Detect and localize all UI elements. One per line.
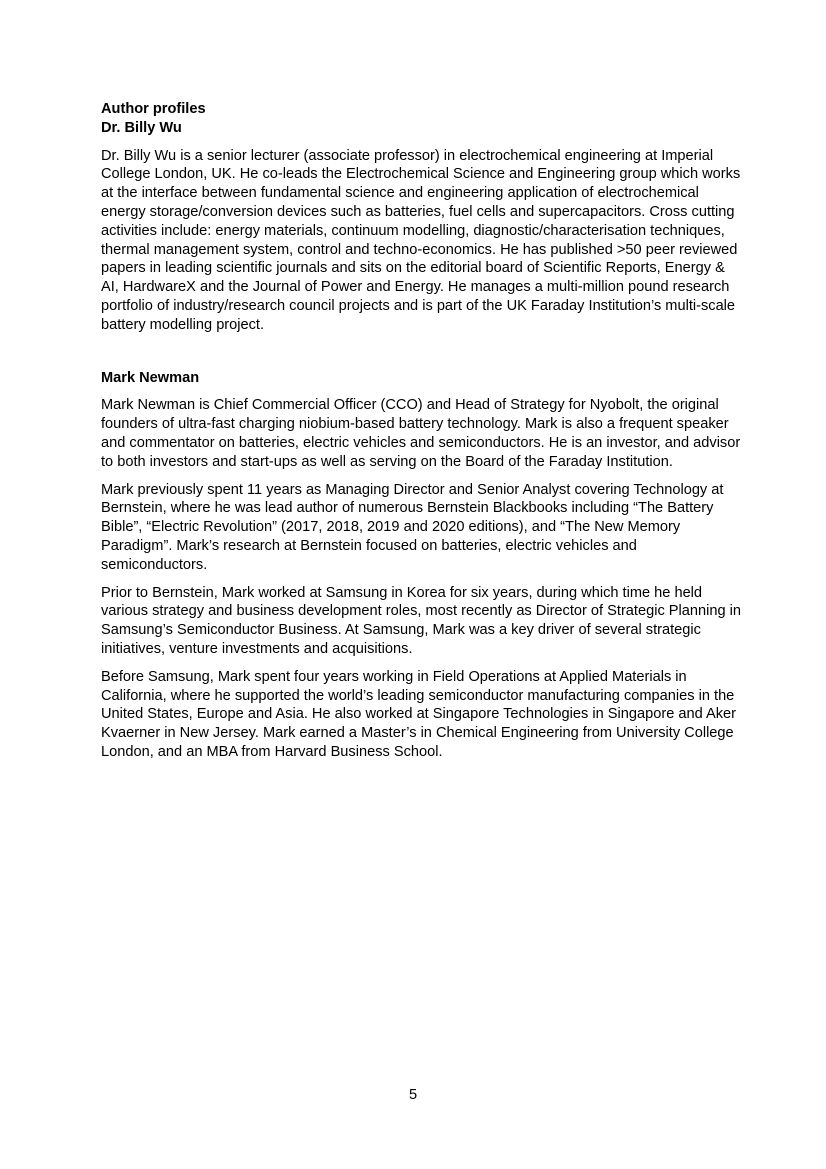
profile-paragraph: Prior to Bernstein, Mark worked at Samsung in Korea for six years, during which time he held various strategy and business development roles, most recently as Director of Strategic Planning in Samsung’s Semiconductor Business. At Samsung, Mark was a key driver of several strategic initiatives, venture investments and acquisitions.	[101, 584, 742, 657]
section-title: Author profiles	[101, 101, 206, 117]
profile-name-mark-newman: Mark Newman	[101, 369, 200, 386]
profile-paragraph: Mark previously spent 11 years as Managing Director and Senior Analyst covering Technology at Bernstein, where he was lead author of numerous Bernstein Blackbooks including “The Battery Bible”, “Electric Revolution” (2017, 2018, 2019 and 2020 editions), and “The New Memory Paradigm”. Mark’s research at Bernstein focused on batteries, electric vehicles and semiconductors.	[101, 481, 724, 573]
page-number: 5	[408, 1087, 418, 1103]
document-page	[101, 100, 741, 762]
profile-paragraph: Dr. Billy Wu is a senior lecturer (associate professor) in electrochemical engineering at Imperial College London, UK. He co-leads the Electrochemical Science and Engineering group which works at the interface between fundamental science and engineering application of electrochemical energy storage/conversion devices such as batteries, fuel cells and supercapacitors. Cross cutting activities include: energy materials, continuum modelling, diagnostic/characterisation techniques, thermal management system, control and techno-economics. He has published >50 peer reviewed papers in leading scientific journals and sits on the editorial board of Scientific Reports, Energy & AI, HardwareX and the Journal of Power and Energy. He manages a multi-million pound research portfolio of industry/research council projects and is part of the UK Faraday Institution’s multi-scale battery modelling project.	[101, 147, 741, 333]
section-spacer	[101, 335, 741, 369]
profile-paragraph: Before Samsung, Mark spent four years working in Field Operations at Applied Materials in California, where he supported the world’s leading semiconductor manufacturing companies in the United States, Europe and Asia. He also worked at Singapore Technologies in Singapore and Aker Kvaerner in New Jersey. Mark earned a Master’s in Chemical Engineering from University College London, and an MBA from Harvard Business School.	[101, 668, 736, 760]
profile-paragraph: Mark Newman is Chief Commercial Officer (CCO) and Head of Strategy for Nyobolt, the original founders of ultra-fast charging niobium-based battery technology. Mark is also a frequent speaker and commentator on batteries, electric vehicles and semiconductors. He is an investor, and advisor to both investors and start-ups as well as serving on the Board of the Faraday Institution.	[101, 397, 741, 470]
profile-name-billy-wu: Dr. Billy Wu	[101, 119, 182, 136]
